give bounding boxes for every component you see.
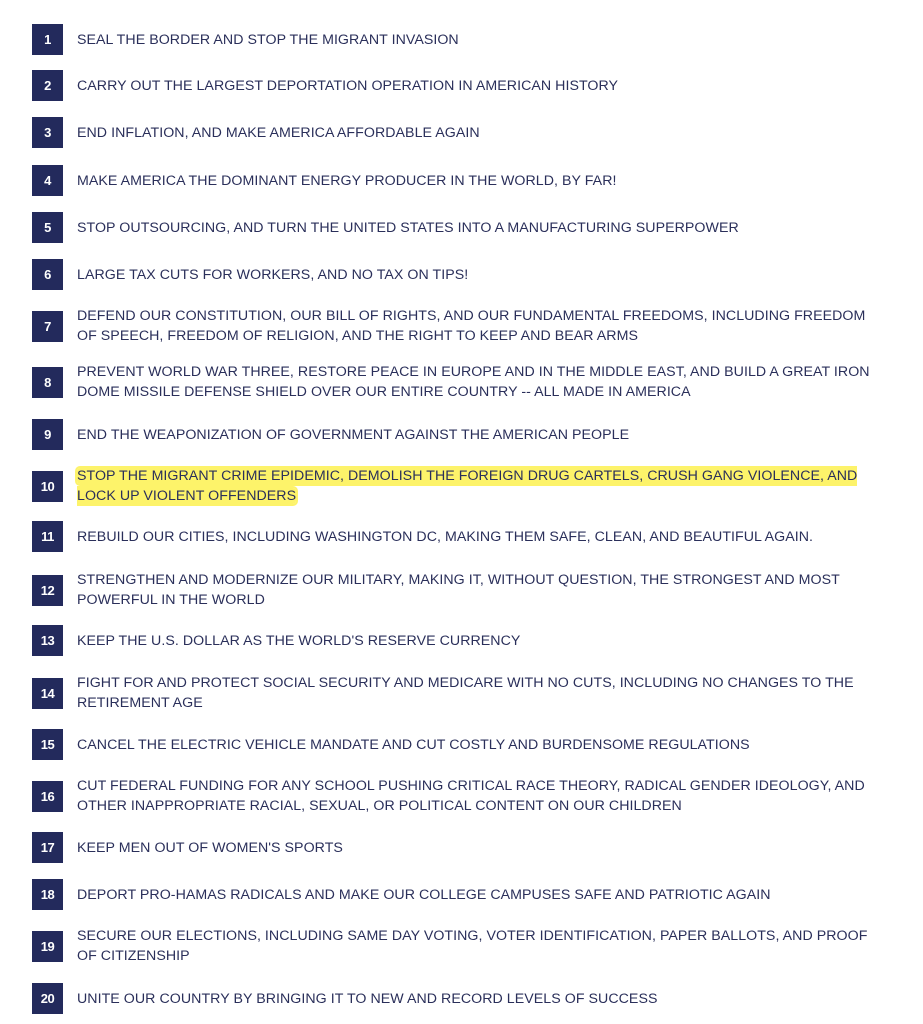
list-item [32,879,892,910]
list-item-highlighted [32,466,892,506]
highlighted-text: STOP THE MIGRANT CRIME EPIDEMIC, DEMOLISH THE FOREIGN DRUG CARTELS, CRUSH GANG VIOLENCE, AND LOCK UP VIOLENT OFFENDERS [77,468,858,504]
item-text: END INFLATION, AND MAKE AMERICA AFFORDABLE AGAIN [77,124,480,141]
item-number-badge: 10 [32,471,63,502]
list-item [32,570,892,610]
item-number-badge: 15 [32,729,63,760]
item-text: KEEP THE U.S. DOLLAR AS THE WORLD'S RESERVE CURRENCY [77,632,521,649]
item-text: END THE WEAPONIZATION OF GOVERNMENT AGAINST THE AMERICAN PEOPLE [77,426,630,443]
item-text: SEAL THE BORDER AND STOP THE MIGRANT INVASION [77,31,459,48]
item-text: SECURE OUR ELECTIONS, INCLUDING SAME DAY VOTING, VOTER IDENTIFICATION, PAPER BALLOTS, AND PROOF OF CITIZENSHIP [77,928,868,964]
list-item [32,212,892,243]
item-number-badge: 20 [32,983,63,1014]
list-item [32,776,892,816]
item-text: UNITE OUR COUNTRY BY BRINGING IT TO NEW AND RECORD LEVELS OF SUCCESS [77,990,658,1007]
item-number-badge: 5 [32,212,63,243]
item-text: DEFEND OUR CONSTITUTION, OUR BILL OF RIGHTS, AND OUR FUNDAMENTAL FREEDOMS, INCLUDING FREEDOM OF SPEECH, FREEDOM OF RELIGION, AND THE RIGHT TO KEEP AND BEAR ARMS [77,308,866,344]
item-number-badge: 2 [32,70,63,101]
item-number-badge: 9 [32,419,63,450]
list-item [32,419,892,450]
item-text: PREVENT WORLD WAR THREE, RESTORE PEACE IN EUROPE AND IN THE MIDDLE EAST, AND BUILD A GREAT IRON DOME MISSILE DEFENSE SHIELD OVER OUR ENTIRE COUNTRY -- ALL MADE IN AMERICA [77,364,870,400]
list-item [32,983,892,1014]
item-text: DEPORT PRO-HAMAS RADICALS AND MAKE OUR COLLEGE CAMPUSES SAFE AND PATRIOTIC AGAIN [77,886,771,903]
item-number-badge: 14 [32,678,63,709]
item-number-badge: 12 [32,575,63,606]
list-item [32,24,892,55]
item-text: CUT FEDERAL FUNDING FOR ANY SCHOOL PUSHING CRITICAL RACE THEORY, RADICAL GENDER IDEOLOGY, AND OTHER INAPPROPRIATE RACIAL, SEXUAL, OR POLITICAL CONTENT ON OUR CHILDREN [77,778,865,814]
list-item [32,625,892,656]
item-number-badge: 8 [32,367,63,398]
list-item [32,117,892,148]
list-item [32,165,892,196]
list-item [32,70,892,101]
item-text: CARRY OUT THE LARGEST DEPORTATION OPERATION IN AMERICAN HISTORY [77,77,619,94]
item-text: CANCEL THE ELECTRIC VEHICLE MANDATE AND CUT COSTLY AND BURDENSOME REGULATIONS [77,736,750,753]
item-number-badge: 19 [32,931,63,962]
item-text [77,466,877,506]
list-item [32,673,892,713]
item-number-badge: 13 [32,625,63,656]
item-number-badge: 1 [32,24,63,55]
list-item [32,926,892,966]
item-text: LARGE TAX CUTS FOR WORKERS, AND NO TAX ON TIPS! [77,266,469,283]
item-text: REBUILD OUR CITIES, INCLUDING WASHINGTON DC, MAKING THEM SAFE, CLEAN, AND BEAUTIFUL AGAIN. [77,528,814,545]
item-text: MAKE AMERICA THE DOMINANT ENERGY PRODUCER IN THE WORLD, BY FAR! [77,172,617,189]
list-item [32,521,892,552]
item-number-badge: 18 [32,879,63,910]
item-number-badge: 16 [32,781,63,812]
list-item [32,729,892,760]
item-text: STOP OUTSOURCING, AND TURN THE UNITED STATES INTO A MANUFACTURING SUPERPOWER [77,219,739,236]
item-number-badge: 7 [32,311,63,342]
item-number-badge: 17 [32,832,63,863]
item-number-badge: 6 [32,259,63,290]
item-number-badge: 11 [32,521,63,552]
list-item [32,306,892,346]
list-item [32,259,892,290]
item-text: FIGHT FOR AND PROTECT SOCIAL SECURITY AND MEDICARE WITH NO CUTS, INCLUDING NO CHANGES TO THE RETIREMENT AGE [77,675,854,711]
list-item [32,362,892,402]
list-item [32,832,892,863]
item-number-badge: 4 [32,165,63,196]
item-number-badge: 3 [32,117,63,148]
item-text: KEEP MEN OUT OF WOMEN'S SPORTS [77,839,343,856]
item-text: STRENGTHEN AND MODERNIZE OUR MILITARY, MAKING IT, WITHOUT QUESTION, THE STRONGEST AND MOST POWERFUL IN THE WORLD [77,572,840,608]
